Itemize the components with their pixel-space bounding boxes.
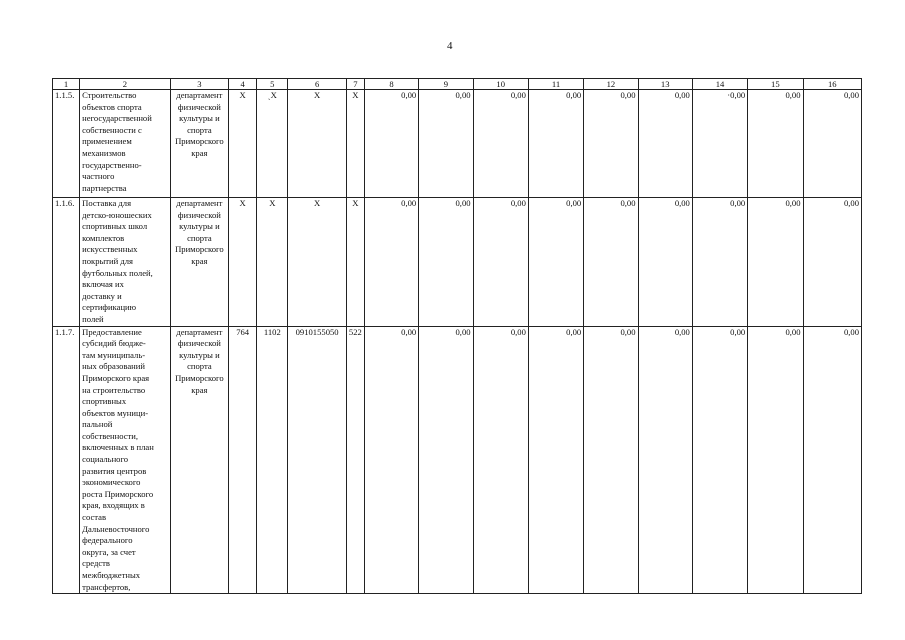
grbs-code: X (229, 90, 257, 198)
value-cell: 0,00 (748, 198, 803, 327)
value-cell: 0,00 (692, 326, 747, 594)
value-cell: 0,00 (528, 326, 583, 594)
column-number: 3 (170, 79, 228, 90)
grbs-code: 764 (229, 326, 257, 594)
column-number: 13 (638, 79, 692, 90)
target-article-code: X (288, 90, 346, 198)
page-number: 4 (447, 40, 453, 52)
table-row (53, 198, 862, 327)
section-code: X (257, 198, 288, 327)
target-article-code: X (288, 198, 346, 327)
executor: департамент физической культуры и спорта Приморского края (170, 90, 228, 198)
value-cell: 0,00 (803, 326, 861, 594)
table-row (53, 90, 862, 198)
column-number: 15 (748, 79, 803, 90)
value-cell: 0,00 (584, 198, 638, 327)
section-code: 1102 (257, 326, 288, 594)
column-number-row (53, 79, 862, 90)
row-number: 1.1.6. (53, 198, 80, 327)
measure-name: Строительство объектов спорта негосударственной собственности с применением механизмов государственно- частного партнерства (80, 90, 171, 198)
value-cell: 0,00 (419, 90, 473, 198)
value-cell: 0,00 (584, 90, 638, 198)
measure-name: Предоставление субсидий бюдже- там муниципаль- ных образований Приморского края на строительство спортивных объектов муници- пальной собственности, включенных в план социального развития центров экономического роста Приморского края, входящих в состав Дальневосточного федерального округа, за счет средств межбюджетных трансфертов, (80, 326, 171, 594)
column-number: 11 (528, 79, 583, 90)
value-cell: 0,00 (419, 326, 473, 594)
value-cell: 0,00 (528, 90, 583, 198)
column-number: 4 (229, 79, 257, 90)
value-cell: 0,00 (803, 90, 861, 198)
value-cell: 0,00 (473, 326, 528, 594)
value-cell: 0,00 (638, 198, 692, 327)
column-number: 7 (346, 79, 364, 90)
column-number: 12 (584, 79, 638, 90)
value-cell: 0,00 (473, 90, 528, 198)
target-article-code: 0910155050 (288, 326, 346, 594)
executor: департамент физической культуры и спорта Приморского края (170, 198, 228, 327)
grbs-code: X (229, 198, 257, 327)
value-cell: 0,00 (638, 90, 692, 198)
expense-type-code: X (346, 198, 364, 327)
value-cell: 0,00 (364, 326, 418, 594)
column-number: 9 (419, 79, 473, 90)
value-cell: 0,00 (473, 198, 528, 327)
table-row (53, 326, 862, 594)
column-number: 10 (473, 79, 528, 90)
expense-type-code: X (346, 90, 364, 198)
column-number: 6 (288, 79, 346, 90)
column-number: 16 (803, 79, 861, 90)
value-cell: 0,00 (638, 326, 692, 594)
executor: департамент физической культуры и спорта Приморского края (170, 326, 228, 594)
value-cell: 0,00 (748, 90, 803, 198)
value-cell: ·0,00 (692, 90, 747, 198)
row-number: 1.1.7. (53, 326, 80, 594)
section-code: ˎX (257, 90, 288, 198)
value-cell: 0,00 (528, 198, 583, 327)
value-cell: 0,00 (748, 326, 803, 594)
column-number: 1 (53, 79, 80, 90)
expense-type-code: 522 (346, 326, 364, 594)
value-cell: 0,00 (803, 198, 861, 327)
measure-name: Поставка для детско-юношеских спортивных школ комплектов искусственных покрытий для футбольных полей, включая их доставку и сертификацию полей (80, 198, 171, 327)
value-cell: 0,00 (364, 90, 418, 198)
column-number: 5 (257, 79, 288, 90)
column-number: 8 (364, 79, 418, 90)
budget-table (52, 78, 862, 594)
value-cell: 0,00 (419, 198, 473, 327)
column-number: 14 (692, 79, 747, 90)
column-number: 2 (80, 79, 171, 90)
value-cell: 0,00 (692, 198, 747, 327)
row-number: 1.1.5. (53, 90, 80, 198)
value-cell: 0,00 (584, 326, 638, 594)
value-cell: 0,00 (364, 198, 418, 327)
